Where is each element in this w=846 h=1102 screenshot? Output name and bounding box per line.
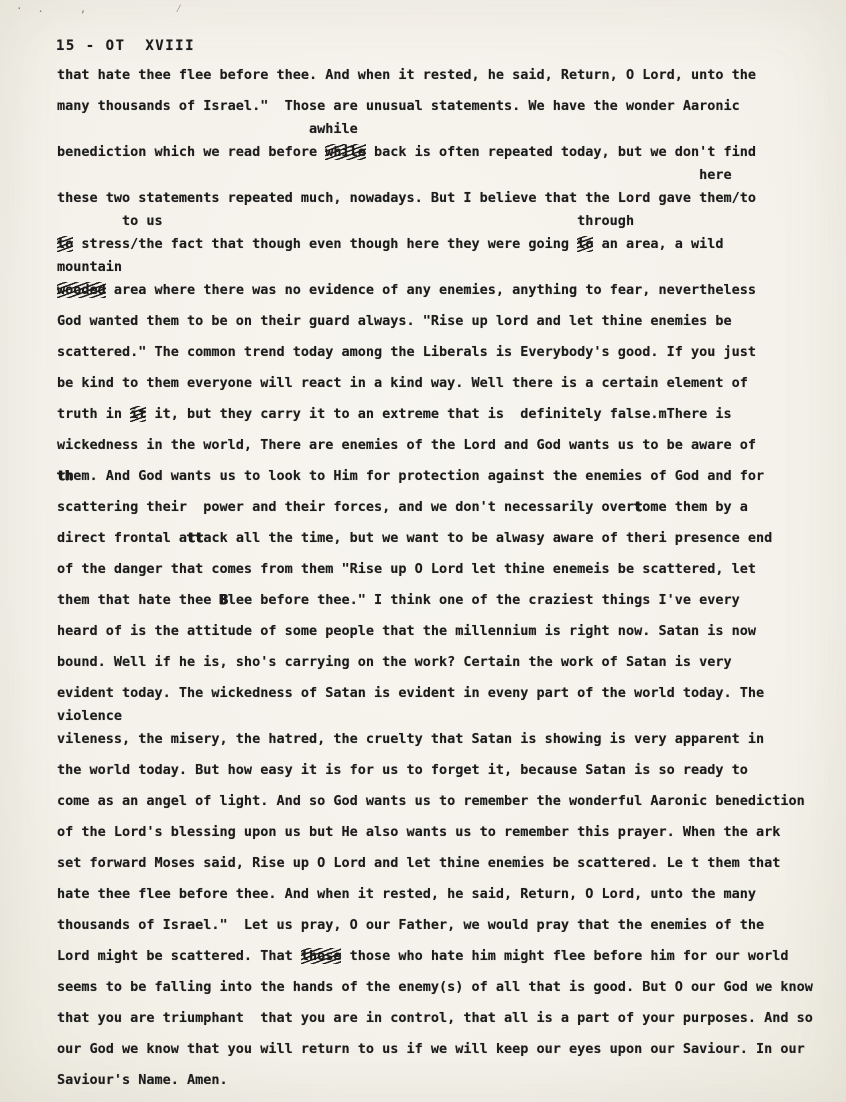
inserted-correction-line (57, 168, 828, 183)
typed-text: of the danger that comes from them "Rise up O Lord let thine enemeis be scattered, let (57, 561, 756, 577)
typed-line (57, 786, 828, 817)
scan-corner-marks: · . , ⁄ (16, 2, 186, 15)
typed-text: them that hate thee (57, 592, 220, 608)
typed-line (57, 523, 828, 554)
typed-line (57, 229, 828, 260)
typed-text: area where there was no evidence of any enemies, anything to fear, nevertheless (105, 282, 756, 298)
overtyped-text: B (219, 592, 228, 608)
typed-text: back is often repeated today, but we don't find (365, 144, 756, 160)
typed-text: be kind to them everyone will react in a kind way. Well there is a certain element of (57, 375, 748, 391)
typed-line (57, 554, 828, 585)
typed-text: to us through (57, 213, 635, 229)
typed-text: heard of is the attitude of some people that the millennium is right now. Satan is now (57, 623, 756, 639)
typed-line (57, 137, 828, 168)
typed-text: scattered." The common trend today among the Liberals is Everybody's good. If you just (57, 344, 756, 360)
typed-line (57, 817, 828, 848)
typed-text: violence (57, 708, 123, 724)
typed-text: come as an angel of light. And so God wants us to remember the wonderful Aaronic benediction (57, 793, 805, 809)
typed-line (57, 678, 828, 709)
typed-line (57, 91, 828, 122)
inserted-correction-line (57, 214, 828, 229)
typed-text: the world today. But how easy it is for us to forget it, because Satan is so ready to (57, 762, 748, 778)
typed-text: these two statements repeated much, nowadays. But I believe that the Lord gave them/to (57, 190, 756, 206)
typed-text: seems to be falling into the hands of the enemy(s) of all that is good. But O our God we know (57, 979, 813, 995)
typed-line (57, 879, 828, 910)
typed-text: em. And God wants us to look to Him for protection against the enemies of God and for (73, 468, 765, 484)
typed-line (57, 724, 828, 755)
typed-line (57, 430, 828, 461)
typed-text: benediction which we read before (57, 144, 326, 160)
typed-line (57, 755, 828, 786)
struck-out-text: it (130, 406, 147, 422)
typed-text: hate thee flee before thee. And when it rested, he said, Return, O Lord, unto the many (57, 886, 756, 902)
typed-lines (57, 60, 828, 1096)
struck-out-text: to (577, 236, 594, 252)
typed-line (57, 60, 828, 91)
typed-line (57, 941, 828, 972)
typed-line (57, 183, 828, 214)
typed-text: awhile (57, 121, 358, 137)
typed-text: many thousands of Israel." Those are unusual statements. We have the wonder Aaronic (57, 98, 740, 114)
typed-line (57, 275, 828, 306)
typed-text: an area, a wild (593, 236, 724, 252)
typed-text: evident today. The wickedness of Satan is evident in eveny part of the world today. The (57, 685, 765, 701)
typed-line (57, 1034, 828, 1065)
typed-text: here (57, 167, 732, 183)
inserted-correction-line (57, 122, 828, 137)
typed-line (57, 585, 828, 616)
typed-text: that you are triumphant that you are in control, that all is a part of your purposes. And so (57, 1010, 813, 1026)
typed-text: it, but they carry it to an extreme that is definitely false.mThere is (146, 406, 732, 422)
typed-text: thousands of Israel." Let us pray, O our Father, we would pray that the enemies of the (57, 917, 765, 933)
struck-out-text: wooded (57, 282, 106, 298)
typed-line (57, 647, 828, 678)
typed-text: Lord might be scattered. That (57, 948, 301, 964)
typed-text: those who hate him might flee before him for our world (341, 948, 789, 964)
typed-text: God wanted them to be on their guard always. "Rise up lord and let thine enemies be (57, 313, 732, 329)
typed-text: bound. Well if he is, sho's carrying on the work? Certain the work of Satan is very (57, 654, 732, 670)
typed-text: mountain (57, 259, 123, 275)
typed-text: wickedness in the world, There are enemies of the Lord and God wants us to be aware of (57, 437, 756, 453)
typed-text: that hate thee flee before thee. And when it rested, he said, Return, O Lord, unto the (57, 67, 756, 83)
typed-text: scattering their power and their forces, and we don't necessarily over (57, 499, 635, 515)
overtyped-text: tt (187, 530, 204, 546)
inserted-correction-line (57, 260, 828, 275)
typed-text: ack all the time, but we want to be alwasy aware of theri presence end (203, 530, 773, 546)
struck-out-text: to (57, 236, 74, 252)
typed-text: our God we know that you will return to us if we will keep our eyes upon our Saviour. In our (57, 1041, 805, 1057)
inserted-correction-line (57, 709, 828, 724)
typed-text: Saviour's Name. Amen. (57, 1072, 228, 1088)
typed-text: lee before thee." I think one of the craziest things I've every (227, 592, 740, 608)
typed-line (57, 1003, 828, 1034)
typed-text: direct frontal a (57, 530, 188, 546)
typed-line (57, 399, 828, 430)
typed-text: vileness, the misery, the hatred, the cruelty that Satan is showing is very apparent in (57, 731, 765, 747)
typed-line (57, 337, 828, 368)
struck-out-text: those (300, 948, 342, 964)
overtyped-text: th (57, 468, 74, 484)
typed-line (57, 1065, 828, 1096)
typed-line (57, 306, 828, 337)
typed-line (57, 368, 828, 399)
page-header: 15 - OT XVIII (56, 38, 196, 54)
typed-line (57, 848, 828, 879)
overtyped-text: t (634, 499, 643, 515)
struck-out-text: while (325, 144, 366, 160)
typed-text: ome them by a (642, 499, 748, 515)
typed-line (57, 910, 828, 941)
typed-text: set forward Moses said, Rise up O Lord and let thine enemies be scattered. Le t them that (57, 855, 781, 871)
typed-line (57, 616, 828, 647)
typed-text: stress/the fact that though even though here they were going (73, 236, 578, 252)
typed-text: of the Lord's blessing upon us but He also wants us to remember this prayer. When the ark (57, 824, 781, 840)
typed-line (57, 461, 828, 492)
typed-line (57, 492, 828, 523)
typed-text: truth in (57, 406, 131, 422)
typed-line (57, 972, 828, 1003)
